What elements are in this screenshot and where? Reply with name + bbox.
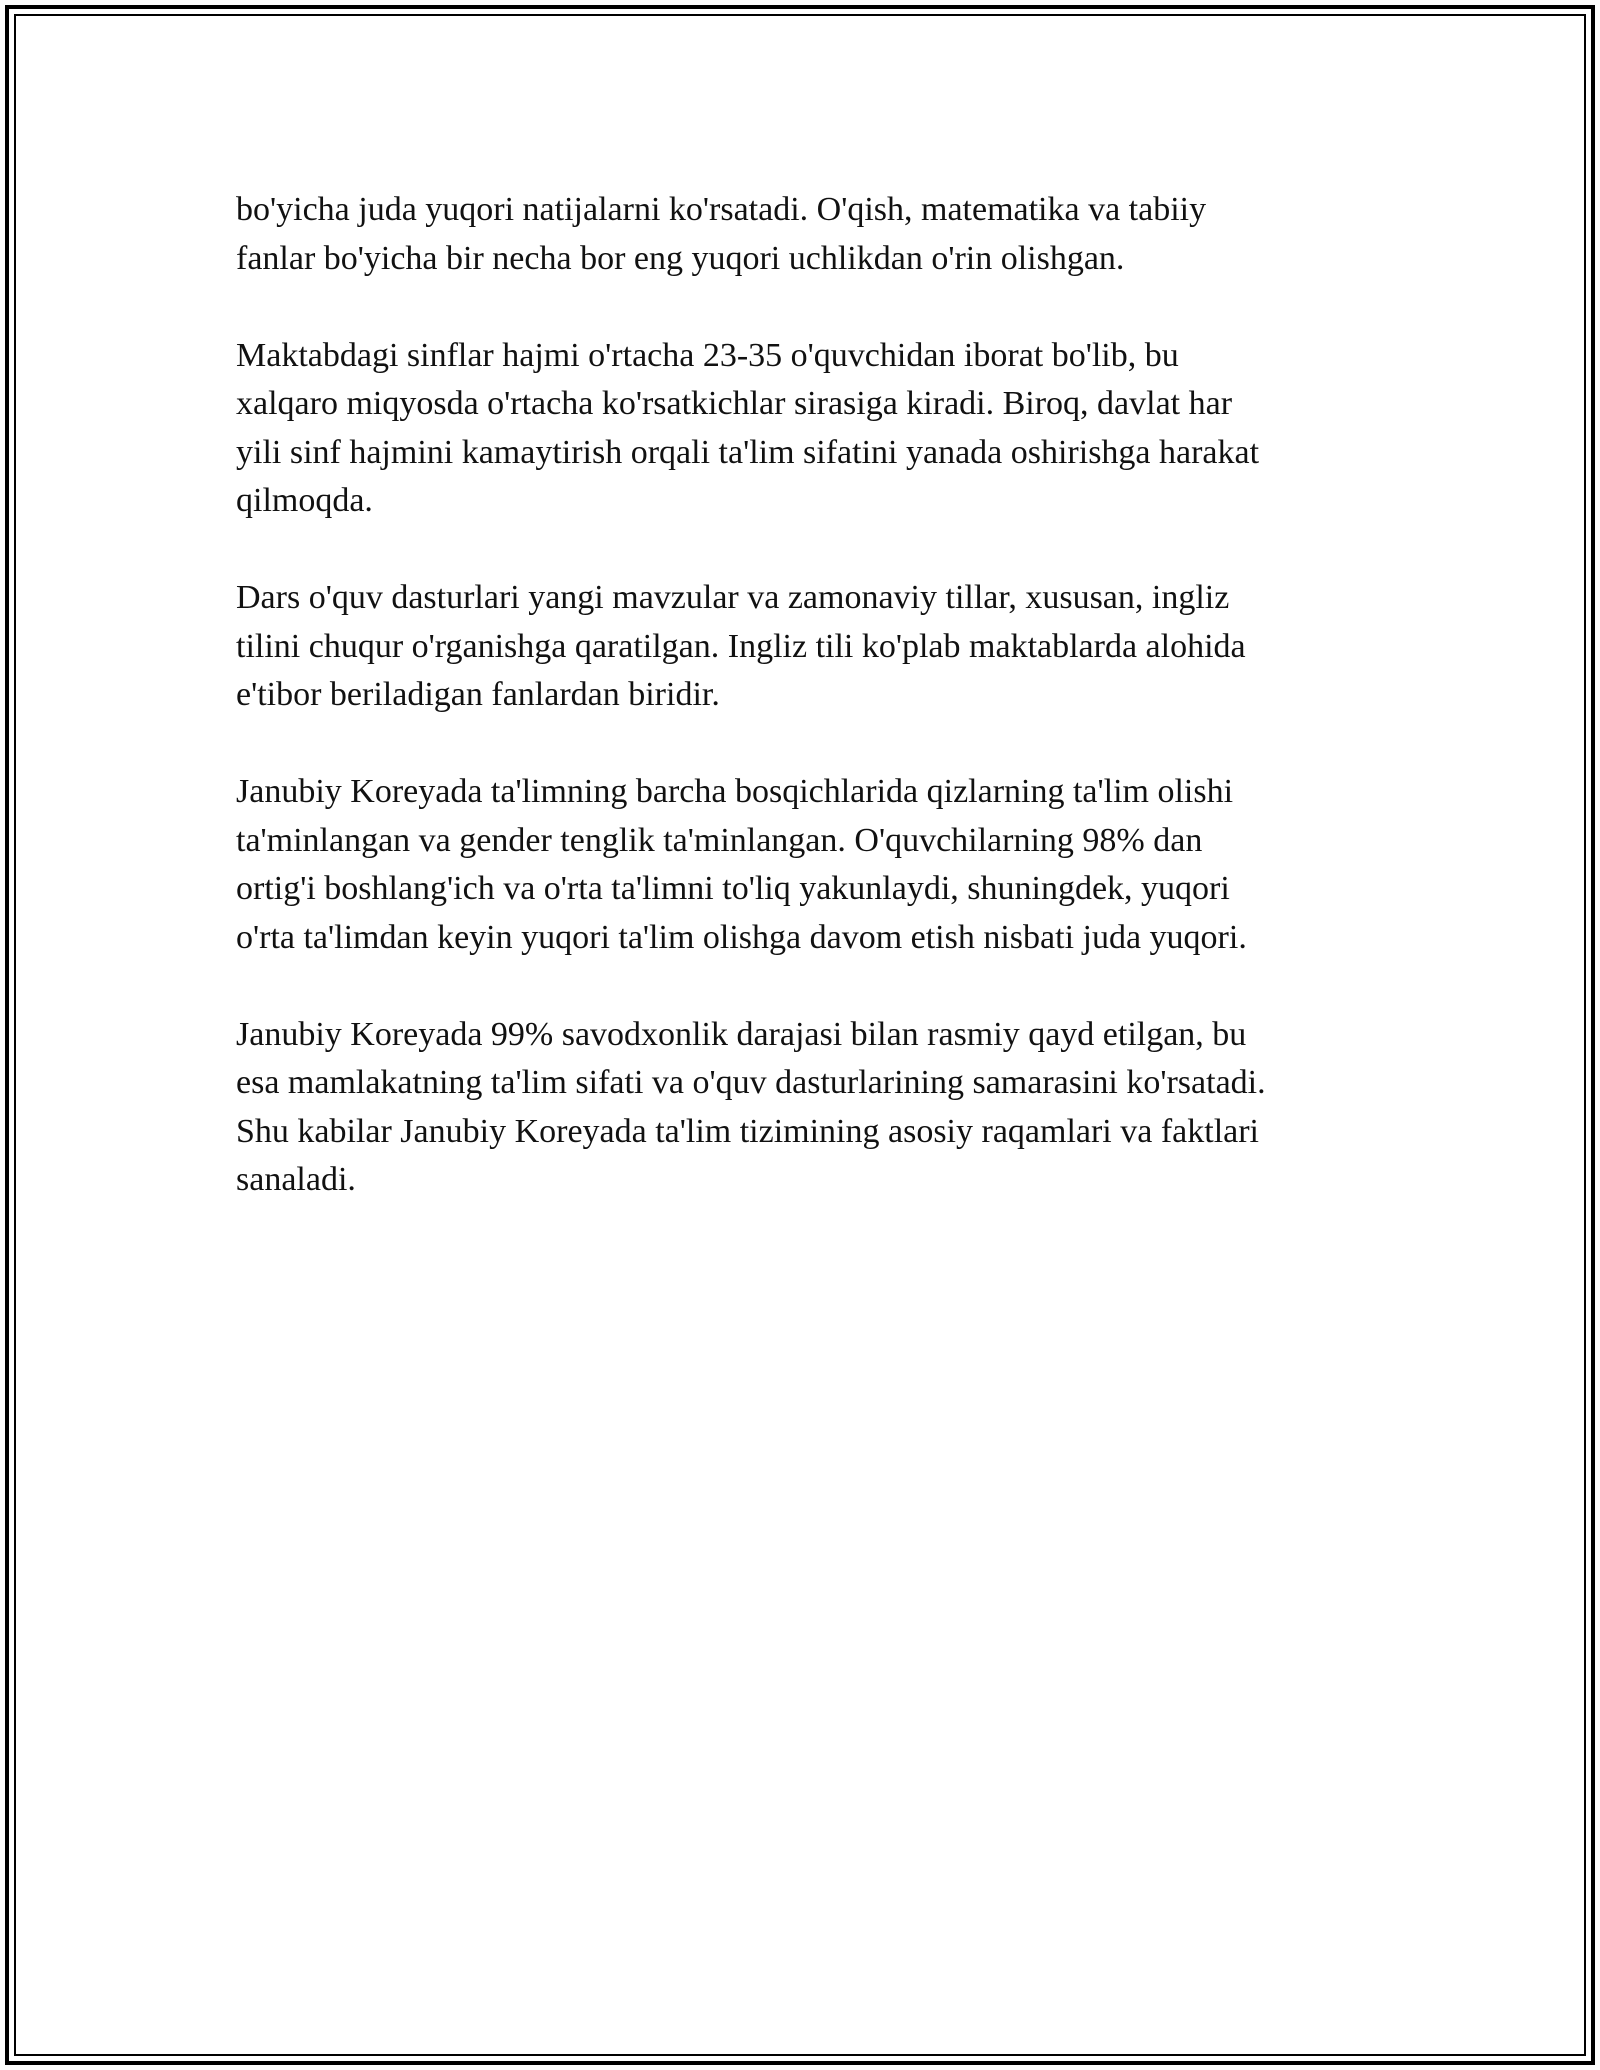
document-body	[236, 186, 1366, 1253]
paragraph-1: bo'yicha juda yuqori natijalarni ko'rsatadi. O'qish, matematika va tabiiy fanlar bo'yicha bir necha bor eng yuqori uchlikdan o'rin olishgan.	[236, 191, 1207, 277]
paragraph-4: Janubiy Koreyada ta'limning barcha bosqichlarida qizlarning ta'lim olishi ta'minlangan va gender tenglik ta'minlangan. O'quvchilarning 98% dan ortig'i boshlang'ich va o'rta ta'limni to'liq yakunlaydi, shuningdek, yuqori o'rta ta'limdan keyin yuqori ta'lim olishga davom etish nisbati juda yuqori.	[236, 773, 1247, 956]
paragraph-3: Dars o'quv dasturlari yangi mavzular va zamonaviy tillar, xususan, ingliz tilini chuqur o'rganishga qaratilgan. Ingliz tili ko'plab maktablarda alohida e'tibor beriladigan fanlardan biridir.	[236, 579, 1246, 713]
paragraph-5: Janubiy Koreyada 99% savodxonlik darajasi bilan rasmiy qayd etilgan, bu esa mamlakatning ta'lim sifati va o'quv dasturlarining samarasini ko'rsatadi. Shu kabilar Janubiy Koreyada ta'lim tizimining asosiy raqamlari va faktlari sanaladi.	[236, 1015, 1266, 1198]
paragraph-2: Maktabdagi sinflar hajmi o'rtacha 23-35 o'quvchidan iborat bo'lib, bu xalqaro miqyosda o'rtacha ko'rsatkichlar sirasiga kiradi. Biroq, davlat har yili sinf hajmini kamaytirish orqali ta'lim sifatini yanada oshirishga harakat qilmoqda.	[236, 336, 1260, 519]
